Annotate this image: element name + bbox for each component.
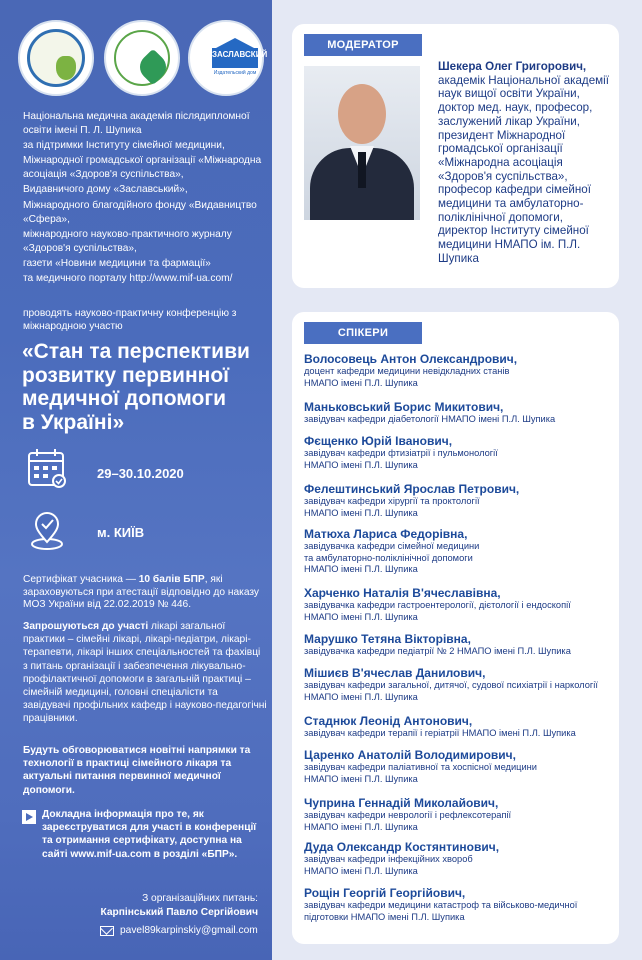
speaker-position: завідувач кафедри діабетології НМАПО імені П.Л. Шупика (304, 414, 556, 424)
speaker-name: Стаднюк Леонід Антонович, (304, 714, 473, 728)
speaker-position: завідувач кафедри загальної, дитячої, судової психіатрії і наркології (304, 680, 598, 690)
speaker-name: Фєщенко Юрій Іванович, (304, 434, 453, 448)
speaker-position: завідувачка кафедри педіатрії № 2 НМАПО імені П.Л. Шупика (304, 646, 571, 656)
speaker-position: НМАПО імені П.Л. Шупика (304, 564, 418, 575)
speaker-position: завідувач кафедри неврології і рефлексотерапії (304, 810, 512, 820)
conference-intro: проводять науково-практичну конференцію з міжнародною участю (23, 308, 237, 332)
speaker-item (304, 886, 616, 923)
speaker-position: НМАПО імені П.Л. Шупика (304, 377, 418, 388)
speaker-name: Фелештинський Ярослав Петрович, (304, 482, 520, 496)
calendar-icon (26, 447, 68, 489)
mail-icon (100, 926, 114, 936)
speaker-name: Царенко Анатолій Володимирович, (304, 748, 516, 762)
speaker-position: НМАПО імені П.Л. Шупика (304, 459, 418, 470)
speaker-position: НМАПО імені П.Л. Шупика (304, 821, 418, 832)
moderator-photo (304, 66, 420, 220)
speaker-position: завідувач кафедри інфекційних хвороб (304, 854, 473, 864)
speaker-position: доцент кафедри медицини невідкладних станів (304, 366, 510, 376)
details-text[interactable]: Докладна інформація про те, як зареєструватися для участі в конференції та отримання сертифікату, доступна на сайті www.mif-ua.com в розділі «БПР». (42, 809, 257, 860)
certificate-points: 10 балів БПР (138, 574, 205, 585)
left-panel (0, 0, 272, 960)
speaker-item (304, 748, 616, 785)
publisher-logo-name: ЗАСЛАВСКИЙ (212, 50, 268, 59)
speaker-position: НМАПО імені П.Л. Шупика (304, 507, 418, 518)
publisher-logo (188, 20, 268, 96)
speaker-item (304, 632, 616, 658)
speakers-tag: СПІКЕРИ (304, 322, 422, 344)
speaker-item (304, 482, 616, 519)
speaker-name: Волосовець Антон Олександрович, (304, 352, 518, 366)
speaker-item (304, 840, 616, 877)
organizer-line: Міжнародного благодійного фонду «Видавництво «Сфера», (23, 199, 257, 225)
conference-title-line: розвитку первинної (22, 363, 230, 387)
speaker-item (304, 352, 616, 389)
speaker-item (304, 666, 616, 703)
contact-email[interactable]: pavel89karpinskiy@gmail.com (120, 925, 258, 936)
speaker-position: НМАПО імені П.Л. Шупика (304, 611, 418, 622)
academy-logo (18, 20, 94, 96)
location-pin-icon (26, 510, 68, 552)
speaker-item (304, 527, 616, 576)
speakers-card (292, 312, 619, 944)
speaker-position: завідувач кафедри паліативної та хоспісної медицини (304, 762, 537, 772)
moderator-bio: академік Національної академії наук вищої освіти України, доктор мед. наук, професор, заслужений лікар України, президент Міжнародної громадської організації «Міжнародна асоціація «Здоров'я суспільства», професор кафедри сімейної медицини та амбулаторно-поліклінічної допомоги, директор Інституту сімейної медицини НМАПО ім. П.Л. Шупика (438, 73, 609, 265)
contact-name: Карпінський Павло Сергійович (100, 907, 258, 918)
speaker-item (304, 400, 616, 426)
certificate-prefix: Сертифікат учасника — (23, 574, 139, 585)
speaker-position: завідувач кафедри хірургії та проктології (304, 496, 480, 506)
organizer-line: Національна медична академія післядипломної освіти імені П. Л. Шупика (23, 111, 250, 136)
invitation-text (23, 620, 267, 726)
event-city: м. КИЇВ (97, 525, 145, 540)
speaker-name: Дуда Олександр Костянтинович, (304, 840, 500, 854)
organizer-line: Міжнародної громадської організації «Міжнародна асоціація «Здоров'я суспільства», (23, 155, 262, 181)
organizer-line: та медичного порталу http://www.mif-ua.com/ (23, 273, 233, 285)
speaker-name: Харченко Наталія В'ячеславівна, (304, 586, 501, 600)
speaker-item (304, 714, 616, 740)
speaker-position: завідувач кафедри терапії і геріатрії НМАПО імені П.Л. Шупика (304, 728, 576, 738)
speaker-position: НМАПО імені П.Л. Шупика (304, 691, 418, 702)
speaker-position: НМАПО імені П.Л. Шупика (304, 773, 418, 784)
speaker-position: завідувачка кафедри сімейної медицини (304, 541, 480, 551)
play-icon (22, 810, 36, 824)
publisher-logo-subtitle: Издательский дом (213, 70, 257, 76)
speaker-name: Мішиєв В'ячеслав Данилович, (304, 666, 486, 680)
speaker-name: Матюха Лариса Федорівна, (304, 527, 468, 541)
contact-label: З організаційних питань: (142, 893, 258, 904)
speaker-name: Маньковський Борис Микитович, (304, 400, 504, 414)
speaker-position: завідувач кафедри медицини катастроф та військово-медичної (304, 900, 578, 910)
speaker-item (304, 796, 616, 833)
invitation-lead: Запрошуються до участі (23, 621, 149, 632)
moderator-card (292, 24, 619, 288)
association-logo (104, 20, 180, 96)
conference-title-line: медичної допомоги (22, 387, 227, 410)
invitation-body: лікарі загальної практики – сімейні лікарі, лікарі-педіатри, лікарі-терапевти, лікарі інших спеціальностей та фахівці з питань організації і забезпечення лікувально-профілактичної допомоги в загальній практиці – сімейній медицині, головні спеціалісти та завідувачі профільних кафедр і науково-педагогічні працівники. (23, 621, 267, 725)
contact-block (28, 892, 258, 920)
conference-title-line: в Україні» (22, 410, 125, 434)
organizers-list (23, 110, 263, 288)
conference-title-line: «Стан та перспективи (22, 340, 250, 363)
speaker-name: Марушко Тетяна Вікторівна, (304, 632, 471, 646)
speaker-position: завідувачка кафедри гастроентерології, дієтології і ендоскопії (304, 600, 571, 610)
moderator-name: Шекера Олег Григорович, (438, 60, 587, 73)
certificate-rest: , які зараховуються при атестації відповідно до наказу МОЗ України від 22.02.2019 № 446. (23, 574, 260, 611)
organizer-line: Видавничого дому «Заславський», (23, 184, 188, 196)
speaker-position: НМАПО імені П.Л. Шупика (304, 865, 418, 876)
topics-text: Будуть обговорюватися новітні напрямки та технології в практиці сімейного лікаря та актуальні питання первинної медичної допомоги. (23, 745, 251, 796)
conference-title (22, 340, 272, 434)
event-date: 29–30.10.2020 (97, 466, 184, 481)
speaker-name: Рощін Георгій Георгійович, (304, 886, 466, 900)
speaker-item (304, 434, 616, 471)
speaker-name: Чуприна Геннадій Миколайович, (304, 796, 499, 810)
moderator-info (438, 60, 614, 266)
speaker-position: підготовки НМАПО імені П.Л. Шупика (304, 911, 465, 922)
speaker-position: завідувач кафедри фтизіатрії і пульмонології (304, 448, 498, 458)
moderator-tag: МОДЕРАТОР (304, 34, 422, 56)
speaker-item (304, 586, 616, 623)
certificate-info (23, 574, 267, 612)
speaker-position: та амбулаторно-поліклінічної допомоги (304, 552, 473, 563)
organizer-line: міжнародного науково-практичного журналу «Здоров'я суспільства», (23, 228, 232, 254)
organizer-line: за підтримки Інституту сімейної медицини, (23, 140, 225, 152)
organizer-line: газети «Новини медицини та фармації» (23, 257, 211, 269)
